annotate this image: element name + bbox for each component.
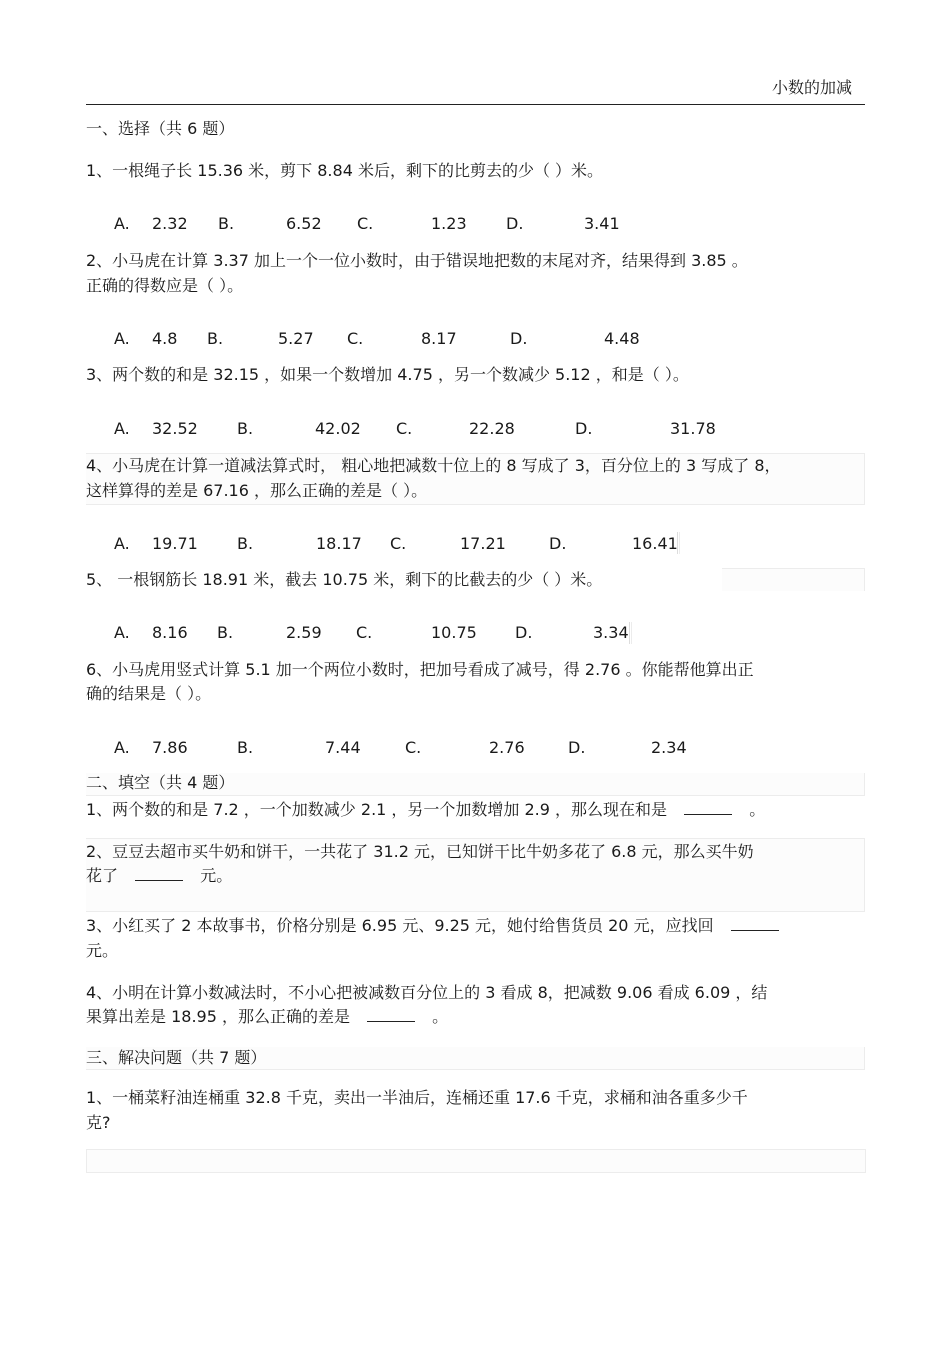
option-label: C. bbox=[347, 329, 364, 348]
fill-question-4-line2 bbox=[86, 1007, 448, 1027]
option-value: 8.17 bbox=[421, 329, 457, 348]
fill-q1-end: 。 bbox=[749, 800, 766, 819]
choice-question-4-line1: 4、小马虎在计算一道减法算式时， 粗心地把减数十位上的 8 写成了 3，百分位上的 3 写成了 8， bbox=[86, 456, 781, 475]
fill-question-3-line2: 元。 bbox=[86, 941, 119, 960]
section-title-problems: 三、解决问题（共 7 题） bbox=[86, 1048, 267, 1067]
option-label: C. bbox=[405, 738, 422, 757]
option-value: 22.28 bbox=[469, 419, 515, 438]
option-label: B. bbox=[207, 329, 224, 348]
scan-artifact-box bbox=[86, 1149, 866, 1173]
option-value: 18.17 bbox=[316, 534, 362, 553]
option-value: 16.41 bbox=[632, 534, 678, 553]
option-value: 8.16 bbox=[152, 623, 188, 642]
option-label: D. bbox=[549, 534, 567, 553]
choice-question-4-line2: 这样算得的差是 67.16 ，那么正确的差是（ ）。 bbox=[86, 481, 428, 500]
option-value: 6.52 bbox=[286, 214, 322, 233]
fill-q2-text: 花了 bbox=[86, 866, 119, 885]
option-value: 31.78 bbox=[670, 419, 716, 438]
option-value: 2.76 bbox=[489, 738, 525, 757]
option-label: C. bbox=[390, 534, 407, 553]
option-value: 17.21 bbox=[460, 534, 506, 553]
fill-q2-end: 元。 bbox=[200, 866, 233, 885]
option-value: 3.41 bbox=[584, 214, 620, 233]
section-title-fill: 二、填空（共 4 题） bbox=[86, 773, 235, 792]
choice-question-2-line1: 2、小马虎在计算 3.37 加上一个一位小数时，由于错误地把数的末尾对齐，结果得到 3.85 。 bbox=[86, 251, 748, 270]
option-value: 19.71 bbox=[152, 534, 198, 553]
option-label: C. bbox=[357, 214, 374, 233]
option-value: 2.59 bbox=[286, 623, 322, 642]
option-value: 7.86 bbox=[152, 738, 188, 757]
option-value: 10.75 bbox=[431, 623, 477, 642]
option-label: D. bbox=[515, 623, 533, 642]
option-value: 42.02 bbox=[315, 419, 361, 438]
choice-question-6-line2: 确的结果是（ ）。 bbox=[86, 684, 212, 703]
option-label: B. bbox=[217, 623, 234, 642]
problem-question-1-line2: 克? bbox=[86, 1113, 111, 1132]
fill-question-2-line2 bbox=[86, 866, 232, 886]
option-label: A. bbox=[114, 623, 130, 642]
option-label: A. bbox=[114, 214, 130, 233]
choice-question-3: 3、两个数的和是 32.15 ，如果一个数增加 4.75 ，另一个数减少 5.12 ，和是（ ）。 bbox=[86, 365, 689, 384]
option-value: 2.34 bbox=[651, 738, 687, 757]
fill-question-4-line1: 4、小明在计算小数减法时，不小心把被减数百分位上的 3 看成 8，把减数 9.06 看成 6.09 ，结 bbox=[86, 983, 768, 1002]
option-label: D. bbox=[575, 419, 593, 438]
option-label: A. bbox=[114, 419, 130, 438]
option-label: A. bbox=[114, 329, 130, 348]
answer-blank[interactable] bbox=[684, 800, 732, 815]
fill-q4-text: 果算出差是 18.95 ，那么正确的差是 bbox=[86, 1007, 350, 1026]
fill-q4-end: 。 bbox=[432, 1007, 449, 1026]
scan-artifact-box bbox=[722, 568, 865, 591]
choice-question-2-line2: 正确的得数应是（ ）。 bbox=[86, 276, 244, 295]
answer-blank[interactable] bbox=[135, 866, 183, 881]
option-label: C. bbox=[396, 419, 413, 438]
fill-q1-text: 1、两个数的和是 7.2 ，一个加数减少 2.1 ，另一个加数增加 2.9 ，那么现在和是 bbox=[86, 800, 668, 819]
page-header-title: 小数的加减 bbox=[771, 78, 852, 97]
option-label: B. bbox=[237, 738, 254, 757]
option-label: B. bbox=[237, 534, 254, 553]
fill-question-1 bbox=[86, 800, 765, 820]
option-label: D. bbox=[506, 214, 524, 233]
option-value: 32.52 bbox=[152, 419, 198, 438]
scan-artifact-line bbox=[629, 622, 632, 644]
option-value: 5.27 bbox=[278, 329, 314, 348]
option-value: 1.23 bbox=[431, 214, 467, 233]
fill-q3-text: 3、小红买了 2 本故事书，价格分别是 6.95 元、9.25 元，她付给售货员 20 元，应找回 bbox=[86, 916, 714, 935]
fill-question-2-line1: 2、豆豆去超市买牛奶和饼干，一共花了 31.2 元，已知饼干比牛奶多花了 6.8 元，那么买牛奶 bbox=[86, 842, 754, 861]
option-value: 2.32 bbox=[152, 214, 188, 233]
problem-question-1-line1: 1、一桶菜籽油连桶重 32.8 千克，卖出一半油后，连桶还重 17.6 千克，求桶和油各重多少千 bbox=[86, 1088, 748, 1107]
option-label: A. bbox=[114, 738, 130, 757]
answer-blank[interactable] bbox=[367, 1007, 415, 1022]
answer-blank[interactable] bbox=[731, 916, 779, 931]
fill-question-3-line1 bbox=[86, 916, 779, 936]
option-label: C. bbox=[356, 623, 373, 642]
option-value: 4.48 bbox=[604, 329, 640, 348]
option-value: 4.8 bbox=[152, 329, 178, 348]
choice-question-5: 5、 一根钢筋长 18.91 米，截去 10.75 米，剩下的比截去的少（ ）米。 bbox=[86, 570, 603, 589]
choice-question-6-line1: 6、小马虎用竖式计算 5.1 加一个两位小数时，把加号看成了减号，得 2.76 。你能帮他算出正 bbox=[86, 660, 754, 679]
option-label: D. bbox=[568, 738, 586, 757]
choice-question-1: 1、一根绳子长 15.36 米，剪下 8.84 米后，剩下的比剪去的少（ ）米。 bbox=[86, 161, 604, 180]
option-label: B. bbox=[218, 214, 235, 233]
option-label: B. bbox=[237, 419, 254, 438]
section-title-choice: 一、选择（共 6 题） bbox=[86, 119, 235, 138]
option-value: 7.44 bbox=[325, 738, 361, 757]
option-label: A. bbox=[114, 534, 130, 553]
option-value: 3.34 bbox=[593, 623, 629, 642]
option-label: D. bbox=[510, 329, 528, 348]
header-rule bbox=[86, 104, 865, 105]
